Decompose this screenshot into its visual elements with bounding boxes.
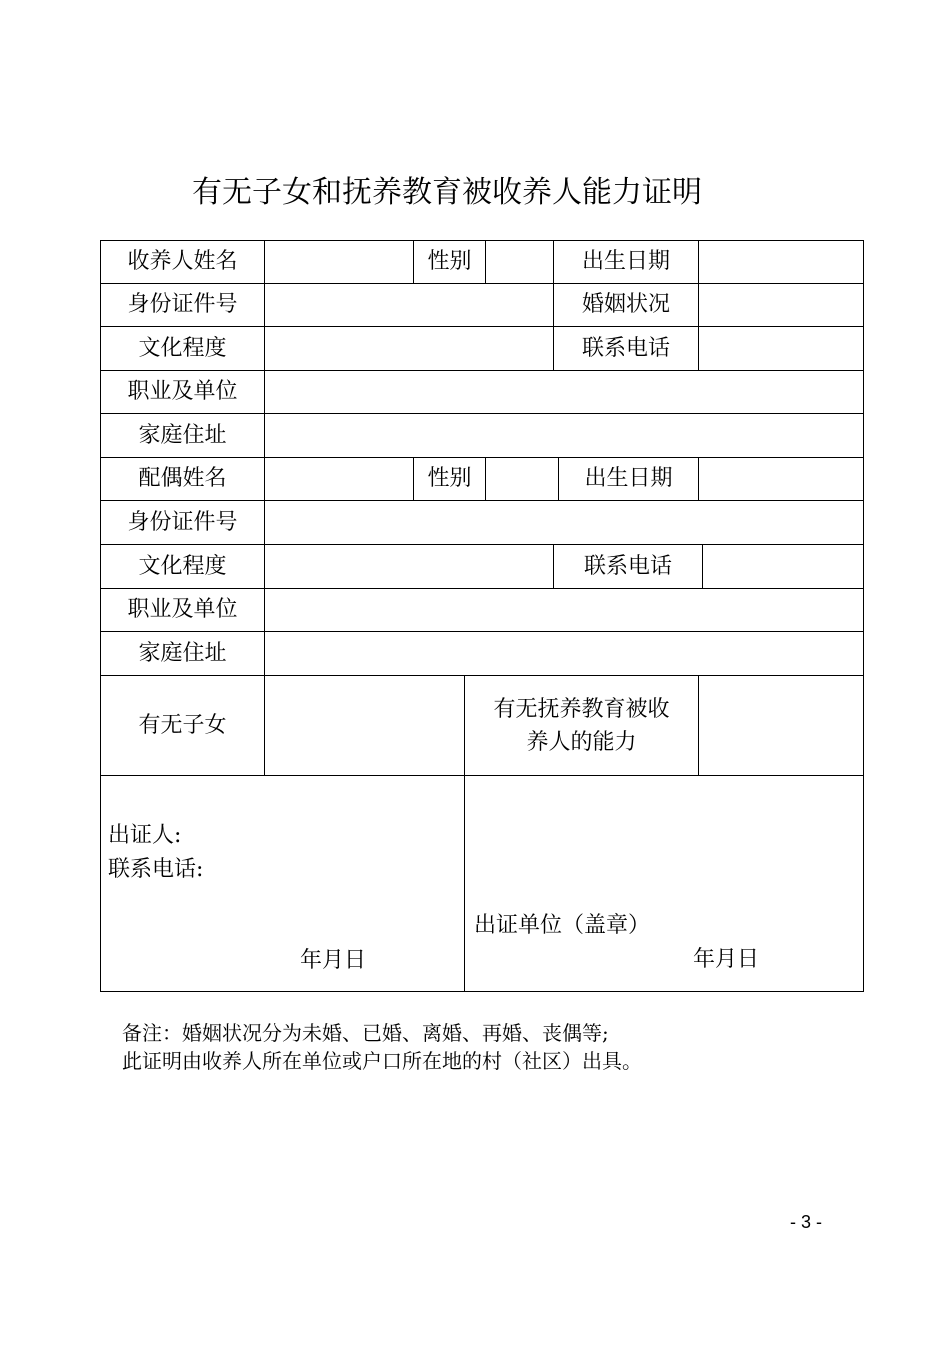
spouse-name-field bbox=[264, 457, 414, 501]
adopter-occupation-label: 职业及单位 bbox=[100, 370, 265, 414]
adopter-name-label: 收养人姓名 bbox=[100, 240, 265, 284]
spouse-birth-field bbox=[698, 457, 864, 501]
spouse-education-field bbox=[264, 544, 554, 589]
issuer-cell bbox=[464, 775, 864, 992]
adopter-id-label: 身份证件号 bbox=[100, 283, 265, 327]
spouse-occupation-label: 职业及单位 bbox=[100, 588, 265, 632]
adopter-phone-label: 联系电话 bbox=[553, 326, 699, 371]
adopter-marital-field bbox=[698, 283, 864, 327]
certifier-date-label: 年月日 bbox=[300, 948, 367, 973]
issuer-date-label: 年月日 bbox=[693, 947, 760, 972]
adopter-id-field bbox=[264, 283, 554, 327]
children-field bbox=[264, 675, 465, 776]
page-number: - 3 - bbox=[790, 1212, 823, 1232]
adopter-occupation-field bbox=[264, 370, 864, 414]
ability-label-cell bbox=[464, 675, 699, 776]
adopter-education-field bbox=[264, 326, 554, 371]
adopter-phone-field bbox=[698, 326, 864, 371]
spouse-gender-field bbox=[485, 457, 559, 501]
spouse-address-label: 家庭住址 bbox=[100, 631, 265, 676]
adopter-name-field bbox=[264, 240, 414, 284]
adopter-address-label: 家庭住址 bbox=[100, 413, 265, 458]
spouse-name-label: 配偶姓名 bbox=[100, 457, 265, 501]
spouse-education-label: 文化程度 bbox=[100, 544, 265, 589]
ability-label: 有无抚养教育被收养人的能力 bbox=[493, 696, 670, 755]
issuer-unit-label: 出证单位（盖章） bbox=[474, 913, 651, 938]
ability-field bbox=[698, 675, 864, 776]
note-line: 备注：婚姻状况分为未婚、已婚、离婚、再婚、丧偶等; bbox=[122, 1021, 609, 1045]
certifier-person-label: 出证人: bbox=[108, 823, 182, 848]
adopter-education-label: 文化程度 bbox=[100, 326, 265, 371]
adopter-address-field bbox=[264, 413, 864, 458]
document-title: 有无子女和抚养教育被收养人能力证明 bbox=[192, 175, 702, 210]
adopter-birth-field bbox=[698, 240, 864, 284]
spouse-id-field bbox=[264, 500, 864, 545]
children-label: 有无子女 bbox=[100, 675, 265, 776]
spouse-occupation-field bbox=[264, 588, 864, 632]
spouse-address-field bbox=[264, 631, 864, 676]
adopter-gender-field bbox=[485, 240, 554, 284]
spouse-gender-label: 性别 bbox=[413, 457, 486, 501]
spouse-birth-label: 出生日期 bbox=[558, 457, 699, 501]
spouse-id-label: 身份证件号 bbox=[100, 500, 265, 545]
adopter-birth-label: 出生日期 bbox=[553, 240, 699, 284]
certifier-phone-label: 联系电话: bbox=[108, 857, 204, 882]
spouse-phone-label: 联系电话 bbox=[553, 544, 703, 589]
adopter-marital-label: 婚姻状况 bbox=[553, 283, 699, 327]
adopter-gender-label: 性别 bbox=[413, 240, 486, 284]
note-line: 此证明由收养人所在单位或户口所在地的村（社区）出具。 bbox=[122, 1049, 642, 1073]
spouse-phone-field bbox=[702, 544, 864, 589]
notes bbox=[122, 1019, 642, 1075]
